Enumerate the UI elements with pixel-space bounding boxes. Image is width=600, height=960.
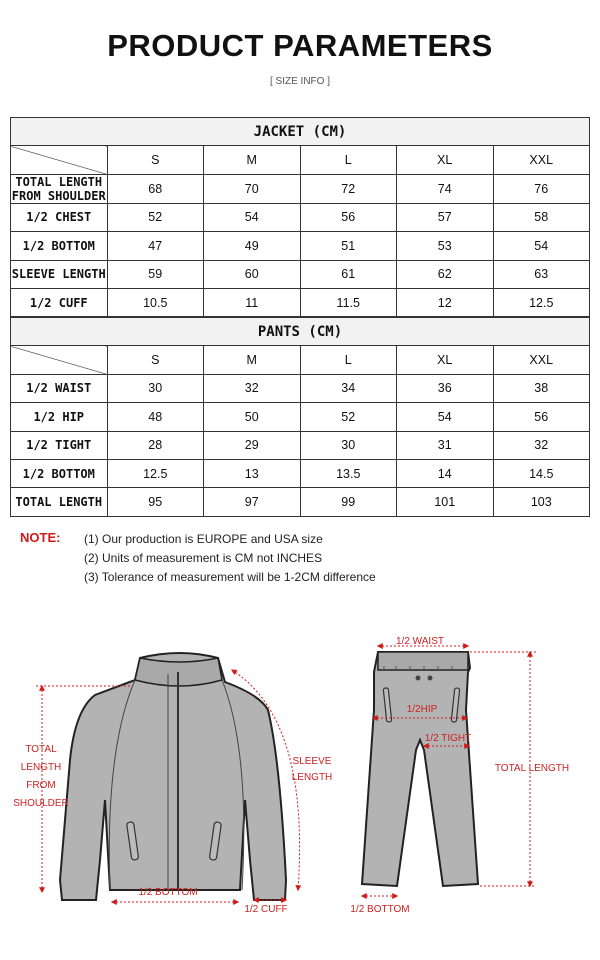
label-total-length-1: TOTAL — [25, 744, 57, 755]
row-label: 1/2 BOTTOM — [11, 232, 108, 260]
table-cell: 30 — [107, 374, 204, 402]
table-row — [11, 488, 590, 516]
size-header: XXL — [493, 146, 590, 174]
table-row — [11, 260, 590, 288]
table-cell: 50 — [204, 403, 301, 431]
size-header: XL — [397, 346, 494, 374]
row-label: 1/2 WAIST — [11, 374, 108, 402]
table-cell: 12 — [397, 288, 494, 316]
table-cell: 52 — [107, 203, 204, 231]
label-pants-bottom: 1/2 BOTTOM — [350, 904, 410, 915]
table-cell: 97 — [204, 488, 301, 516]
table-cell: 76 — [493, 174, 590, 203]
table-cell: 54 — [204, 203, 301, 231]
table-cell: 12.5 — [493, 288, 590, 316]
size-header: M — [204, 146, 301, 174]
table-cell: 10.5 — [107, 288, 204, 316]
table-cell: 51 — [300, 232, 397, 260]
size-header: M — [204, 346, 301, 374]
table-cell: 14 — [397, 459, 494, 487]
size-header: L — [300, 146, 397, 174]
label-jacket-bottom: 1/2 BOTTOM — [138, 887, 198, 898]
table-row — [11, 459, 590, 487]
table-cell: 53 — [397, 232, 494, 260]
jacket-table-heading: JACKET (CM) — [11, 118, 590, 146]
pants-illustration — [362, 652, 478, 886]
table-cell: 34 — [300, 374, 397, 402]
table-cell: 38 — [493, 374, 590, 402]
table-cell: 48 — [107, 403, 204, 431]
table-cell: 14.5 — [493, 459, 590, 487]
row-label: SLEEVE LENGTH — [11, 260, 108, 288]
table-row — [11, 288, 590, 316]
pants-size-table — [10, 317, 590, 517]
page-subtitle: [ SIZE INFO ] — [269, 76, 330, 87]
table-cell: 103 — [493, 488, 590, 516]
table-cell: 58 — [493, 203, 590, 231]
label-waist: 1/2 WAIST — [396, 636, 444, 647]
table-cell: 56 — [300, 203, 397, 231]
table-cell: 36 — [397, 374, 494, 402]
label-sleeve-2: LENGTH — [291, 772, 333, 783]
row-label: TOTAL LENGTH — [11, 488, 108, 516]
table-cell: 30 — [300, 431, 397, 459]
size-header: L — [300, 346, 397, 374]
table-cell: 61 — [300, 260, 397, 288]
label-tight: 1/2 TIGHT — [424, 733, 472, 744]
table-row — [11, 203, 590, 231]
table-cell: 74 — [397, 174, 494, 203]
table-row — [11, 403, 590, 431]
table-cell: 101 — [397, 488, 494, 516]
table-cell: 72 — [300, 174, 397, 203]
note-line: (1) Our production is EUROPE and USA size — [84, 532, 323, 546]
table-cell: 99 — [300, 488, 397, 516]
row-label: 1/2 HIP — [11, 403, 108, 431]
table-cell: 57 — [397, 203, 494, 231]
table-cell: 68 — [107, 174, 204, 203]
table-cell: 95 — [107, 488, 204, 516]
note-label: NOTE: — [20, 530, 61, 545]
pants-header-corner — [11, 346, 108, 374]
table-cell: 52 — [300, 403, 397, 431]
table-cell: 28 — [107, 431, 204, 459]
jacket-header-corner — [11, 146, 108, 174]
row-label: 1/2 TIGHT — [11, 431, 108, 459]
size-header: S — [107, 346, 204, 374]
label-pants-total: TOTAL LENGTH — [494, 763, 570, 774]
table-cell: 70 — [204, 174, 301, 203]
measurement-diagram — [0, 600, 600, 960]
page-title: PRODUCT PARAMETERS — [107, 28, 493, 63]
label-total-length-4: SHOULDER — [13, 798, 69, 809]
jacket-illustration — [60, 653, 286, 900]
table-cell: 29 — [204, 431, 301, 459]
table-cell: 12.5 — [107, 459, 204, 487]
table-cell: 11 — [204, 288, 301, 316]
table-cell: 56 — [493, 403, 590, 431]
table-cell: 59 — [107, 260, 204, 288]
label-cuff: 1/2 CUFF — [244, 904, 288, 915]
table-row — [11, 431, 590, 459]
table-cell: 60 — [204, 260, 301, 288]
table-cell: 13 — [204, 459, 301, 487]
table-row — [11, 232, 590, 260]
label-total-length-3: FROM — [26, 780, 56, 791]
note-line: (3) Tolerance of measurement will be 1-2CM difference — [84, 570, 376, 584]
size-header: XXL — [493, 346, 590, 374]
jacket-size-table — [10, 117, 590, 317]
table-cell: 31 — [397, 431, 494, 459]
table-cell: 54 — [397, 403, 494, 431]
size-header: XL — [397, 146, 494, 174]
label-total-length-2: LENGTH — [20, 762, 62, 773]
table-cell: 62 — [397, 260, 494, 288]
table-cell: 13.5 — [300, 459, 397, 487]
row-label: 1/2 CUFF — [11, 288, 108, 316]
row-label: 1/2 BOTTOM — [11, 459, 108, 487]
table-row — [11, 174, 590, 203]
table-row — [11, 374, 590, 402]
label-sleeve-1: SLEEVE — [292, 756, 332, 767]
table-cell: 63 — [493, 260, 590, 288]
size-header: S — [107, 146, 204, 174]
note-line: (2) Units of measurement is CM not INCHES — [84, 551, 323, 565]
table-cell: 32 — [493, 431, 590, 459]
table-cell: 32 — [204, 374, 301, 402]
label-hip: 1/2HIP — [406, 704, 438, 715]
table-cell: 47 — [107, 232, 204, 260]
pants-table-heading: PANTS (CM) — [11, 318, 590, 346]
table-cell: 54 — [493, 232, 590, 260]
table-cell: 49 — [204, 232, 301, 260]
row-label: TOTAL LENGTH FROM SHOULDER — [11, 174, 106, 203]
table-cell: 11.5 — [300, 288, 397, 316]
row-label: 1/2 CHEST — [11, 203, 108, 231]
